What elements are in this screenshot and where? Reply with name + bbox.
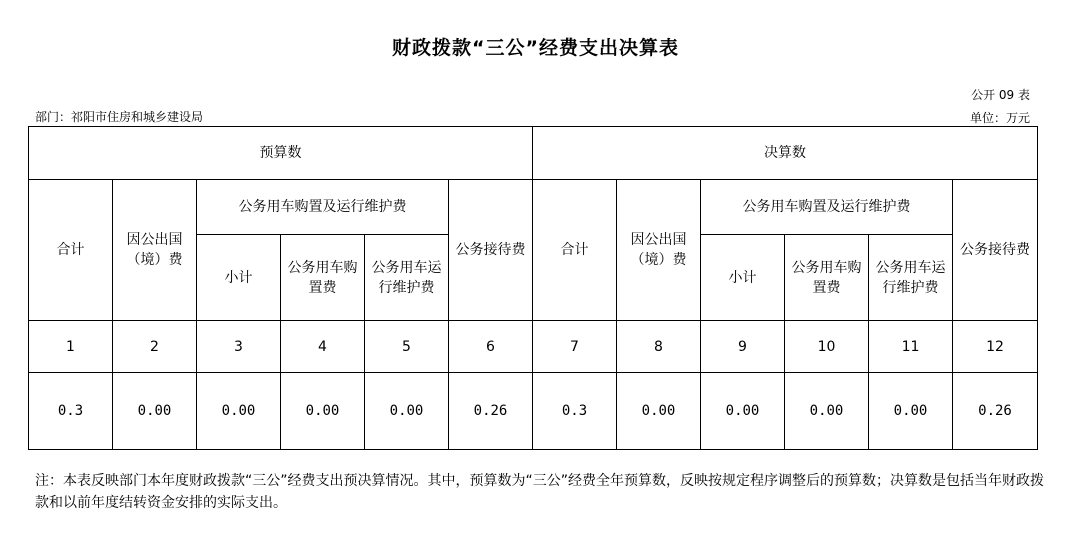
department-label: 部门：祁阳市住房和城乡建设局: [35, 110, 204, 124]
value-cell: 0.00: [785, 373, 869, 450]
value-cell: 0.00: [197, 373, 281, 450]
page-title: 财政拨款“三公”经费支出决算表: [392, 37, 679, 59]
actual-header: 决算数: [533, 127, 1038, 180]
column-number: 8: [617, 321, 701, 373]
actual-total-header: 合计: [533, 180, 617, 321]
actual-vehicle-purchase-header: 公务用车购置费: [785, 235, 869, 321]
column-number: 5: [365, 321, 449, 373]
actual-abroad-header: 因公出国（境）费: [617, 180, 701, 321]
value-cell: 0.00: [365, 373, 449, 450]
value-cell: 0.3: [29, 373, 113, 450]
budget-vehicle-purchase-header: 公务用车购置费: [281, 235, 365, 321]
column-number: 4: [281, 321, 365, 373]
column-number: 6: [449, 321, 533, 373]
value-cell: 0.00: [113, 373, 197, 450]
budget-vehicle-maintenance-header: 公务用车运行维护费: [365, 235, 449, 321]
column-number: 9: [701, 321, 785, 373]
unit-label: 单位：万元: [969, 111, 1030, 125]
budget-subtotal-header: 小计: [197, 235, 281, 321]
column-number: 2: [113, 321, 197, 373]
value-cell: 0.00: [617, 373, 701, 450]
column-number: 10: [785, 321, 869, 373]
column-number: 12: [953, 321, 1038, 373]
actual-reception-header: 公务接待费: [953, 180, 1038, 321]
value-cell: 0.3: [533, 373, 617, 450]
table-number: 公开 09 表: [971, 88, 1030, 102]
value-cell: 0.00: [701, 373, 785, 450]
value-cell: 0.26: [953, 373, 1038, 450]
budget-vehicle-group-header: 公务用车购置及运行维护费: [197, 180, 449, 235]
actual-vehicle-maintenance-header: 公务用车运行维护费: [869, 235, 953, 321]
actual-vehicle-group-header: 公务用车购置及运行维护费: [701, 180, 953, 235]
value-cell: 0.26: [449, 373, 533, 450]
column-number: 11: [869, 321, 953, 373]
budget-abroad-header: 因公出国（境）费: [113, 180, 197, 321]
budget-total-header: 合计: [29, 180, 113, 321]
column-number: 7: [533, 321, 617, 373]
column-number: 1: [29, 321, 113, 373]
value-cell: 0.00: [281, 373, 365, 450]
three-public-expenses-table: [28, 126, 1038, 450]
budget-header: 预算数: [29, 127, 533, 180]
value-cell: 0.00: [869, 373, 953, 450]
footnote: 注：本表反映部门本年度财政拨款“三公”经费支出预决算情况。其中，预算数为“三公”经费全年预算数，反映按规定程序调整后的预算数；决算数是包括当年财政拨款和以前年度结转资金安排的实际支出。: [35, 473, 1045, 511]
column-number: 3: [197, 321, 281, 373]
actual-subtotal-header: 小计: [701, 235, 785, 321]
budget-reception-header: 公务接待费: [449, 180, 533, 321]
